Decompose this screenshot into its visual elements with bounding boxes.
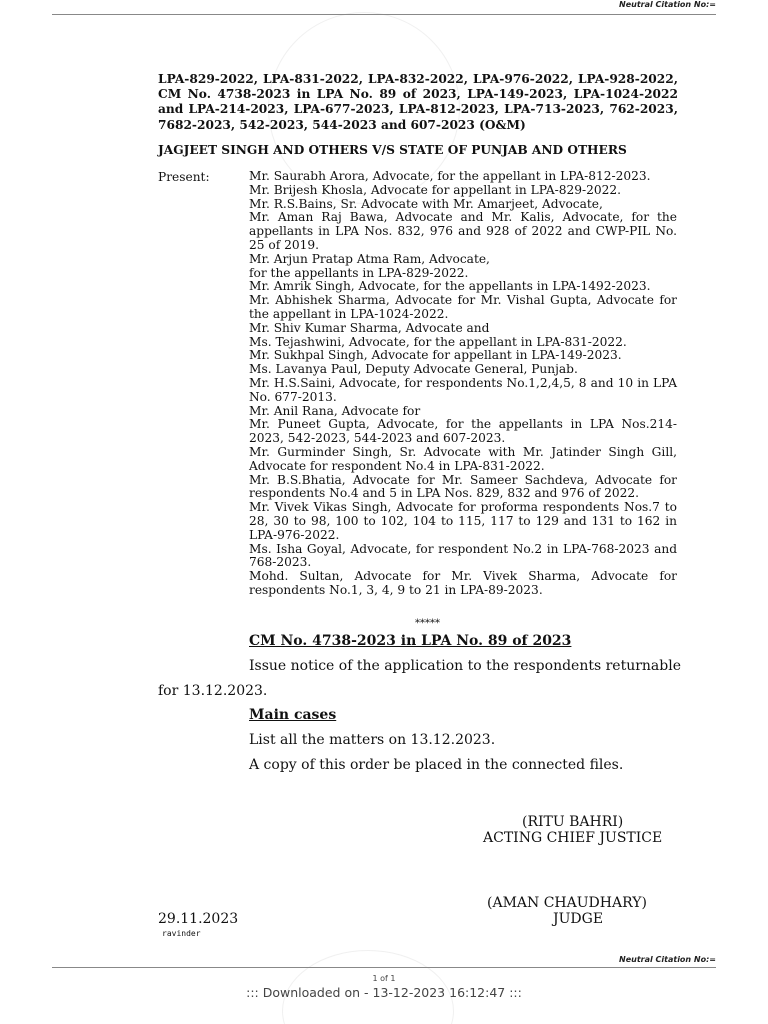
counsel-entry: Ms. Lavanya Paul, Deputy Advocate General, Punjab. <box>249 362 578 377</box>
neutral-citation-top: Neutral Citation No:= <box>619 0 716 9</box>
counsel-entry: Ms. Tejashwini, Advocate, for the appellant in LPA-831-2022. <box>249 334 627 349</box>
present-label: Present: <box>158 170 210 184</box>
counsel-entry: Mr. Aman Raj Bawa, Advocate and Mr. Kalis, Advocate, for the appellants in LPA Nos. 832, 976 and 928 of 2022 and CWP-PIL No. 25 of 2019. <box>249 210 677 252</box>
counsel-entry: Mr. Arjun Pratap Atma Ram, Advocate, <box>249 251 490 266</box>
counsel-entry: Mr. H.S.Saini, Advocate, for respondents No.1,2,4,5, 8 and 10 in LPA No. 677-2013. <box>249 375 677 404</box>
counsel-entry: Mr. Saurabh Arora, Advocate, for the appellant in LPA-812-2023. <box>249 169 651 183</box>
counsel-entry: Mr. R.S.Bains, Sr. Advocate with Mr. Amarjeet, Advocate, <box>249 196 603 211</box>
counsel-entry: Mr. Anil Rana, Advocate for <box>249 403 421 418</box>
bottom-divider <box>52 967 716 968</box>
top-divider <box>52 14 716 15</box>
main-cases-heading: Main cases <box>249 707 337 723</box>
counsel-entry: Mr. B.S.Bhatia, Advocate for Mr. Sameer Sachdeva, Advocate for respondents No.4 and 5 in LPA Nos. 829, 832 and 976 of 2022. <box>249 472 677 501</box>
judge1-name: (RITU BAHRI) <box>522 814 624 830</box>
counsel-entry: Ms. Isha Goyal, Advocate, for respondent No.2 in LPA-768-2023 and 768-2023. <box>249 541 677 570</box>
case-parties: JAGJEET SINGH AND OTHERS V/S STATE OF PUNJAB AND OTHERS <box>158 143 627 157</box>
counsel-entry: Mr. Gurminder Singh, Sr. Advocate with Mr. Jatinder Singh Gill, Advocate for respondent No.4 in LPA-831-2022. <box>249 444 677 473</box>
counsel-entry: Mohd. Sultan, Advocate for Mr. Vivek Sharma, Advocate for respondents No.1, 3, 4, 9 to 21 in LPA-89-2023. <box>249 569 677 597</box>
download-stamp: ::: Downloaded on - 13-12-2023 16:12:47 ::: <box>246 985 522 1000</box>
order-date: 29.11.2023 <box>158 911 239 927</box>
counsel-entry: Mr. Abhishek Sharma, Advocate for Mr. Vishal Gupta, Advocate for the appellant in LPA-1024-2022. <box>249 293 677 321</box>
counsel-entry: for the appellants in LPA-829-2022. <box>249 265 469 280</box>
counsel-entry: Mr. Puneet Gupta, Advocate, for the appellants in LPA Nos.214-2023, 542-2023, 544-2023 and 607-2023. <box>249 417 677 446</box>
judge2-name: (AMAN CHAUDHARY) <box>487 895 647 911</box>
cm-text-line-2: for 13.12.2023. <box>158 683 268 699</box>
judge2-title: JUDGE <box>553 911 604 927</box>
counsel-entry: Mr. Amrik Singh, Advocate, for the appellants in LPA-1492-2023. <box>249 279 651 294</box>
counsel-entry: Mr. Sukhpal Singh, Advocate for appellant in LPA-149-2023. <box>249 348 622 363</box>
counsel-list <box>249 170 677 598</box>
section-separator: ***** <box>415 618 440 629</box>
neutral-citation-bottom: Neutral Citation No:= <box>619 955 716 964</box>
cm-text-line-1: Issue notice of the application to the respondents returnable <box>249 658 682 674</box>
main-cases-line-1: List all the matters on 13.12.2023. <box>249 732 496 748</box>
counsel-entry: Mr. Vivek Vikas Singh, Advocate for proforma respondents Nos.7 to 28, 30 to 98, 100 to 102, 104 to 115, 117 to 129 and 131 to 162 in LPA-976-2022. <box>249 500 677 542</box>
counsel-entry: Mr. Shiv Kumar Sharma, Advocate and <box>249 320 490 335</box>
main-cases-line-2: A copy of this order be placed in the connected files. <box>249 757 624 773</box>
cm-heading: CM No. 4738-2023 in LPA No. 89 of 2023 <box>249 633 572 649</box>
judge1-title: ACTING CHIEF JUSTICE <box>483 830 663 846</box>
typist-initials: ravinder <box>162 929 201 938</box>
counsel-entry: Mr. Brijesh Khosla, Advocate for appellant in LPA-829-2022. <box>249 182 622 197</box>
case-heading: LPA-829-2022, LPA-831-2022, LPA-832-2022, LPA-976-2022, LPA-928-2022, CM No. 4738-2023 in LPA No. 89 of 2023, LPA-149-2023, LPA-1024-2022 and LPA-214-2023, LPA-677-2023, LPA-812-2023, LPA-713-2023, 762-2023, 7682-2023, 542-2023, 544-2023 and 607-2023 (O&M) <box>158 72 678 132</box>
page-number: 1 of 1 <box>372 974 396 983</box>
